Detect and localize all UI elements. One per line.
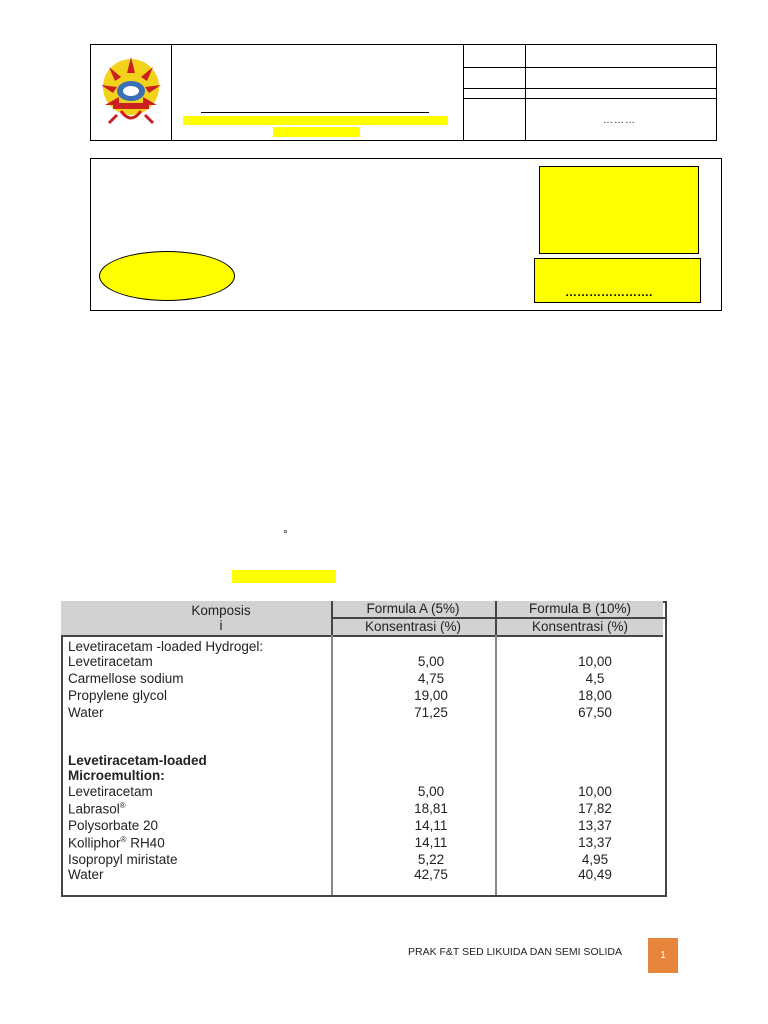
value-b: 13,37 <box>578 835 612 850</box>
header-composition: Komposis <box>191 603 251 618</box>
value-b: 4,95 <box>581 852 609 867</box>
row-label <box>68 801 126 817</box>
university-logo-icon <box>91 45 171 140</box>
value-b: 40,49 <box>578 867 612 882</box>
highlight-box-top <box>539 166 699 254</box>
group-title-cont: Microemultion: <box>68 768 165 783</box>
value-a: 14,11 <box>414 835 448 850</box>
highlight-strip <box>232 570 336 583</box>
header-concentration-a: Konsentrasi (%) <box>364 619 462 634</box>
value-b: 18,00 <box>578 688 612 703</box>
value-a: 42,75 <box>414 867 448 882</box>
row-label: Carmellose sodium <box>68 671 184 686</box>
page-number-badge: 1 <box>648 938 678 973</box>
registered-mark: ® <box>120 835 127 844</box>
row-label-text: Labrasol <box>68 801 120 817</box>
value-b: 10,00 <box>578 784 612 799</box>
row-label <box>68 835 165 851</box>
value-a: 18,81 <box>414 801 448 816</box>
row-label-text: Kolliphor <box>68 835 121 851</box>
column-divider <box>331 635 333 895</box>
title-underline <box>201 112 429 113</box>
info-box <box>90 158 722 311</box>
column-divider <box>495 635 497 895</box>
header-formula-a: Formula A (5%) <box>366 601 460 616</box>
title-cell <box>171 45 464 140</box>
value-b: 67,50 <box>578 705 612 720</box>
row-label: Levetiracetam <box>68 654 153 669</box>
highlight-ellipse <box>99 251 235 301</box>
highlighted-title-line-1 <box>183 116 448 125</box>
value-b: 17,82 <box>578 801 612 816</box>
value-a: 14,11 <box>414 818 448 833</box>
row-label-suffix: RH40 <box>126 835 165 851</box>
header-row-divider <box>463 67 716 68</box>
group-title: Levetiracetam-loaded <box>68 753 207 768</box>
value-b: 13,37 <box>578 818 612 833</box>
value-a: 19,00 <box>414 688 448 703</box>
row-label: Isopropyl miristate <box>68 852 178 867</box>
row-label: Polysorbate 20 <box>68 818 159 833</box>
header-box <box>90 44 717 141</box>
group-title: Levetiracetam -loaded Hydrogel: <box>68 639 264 654</box>
label-column <box>463 45 526 140</box>
header-formula-b: Formula B (10%) <box>528 601 632 616</box>
composition-table <box>61 601 667 897</box>
highlight-box-bottom <box>534 258 701 303</box>
header-row-divider <box>463 88 716 89</box>
registered-mark: ® <box>119 801 126 810</box>
value-a: 5,00 <box>417 784 445 799</box>
footer-text: PRAK F&T SED LIKUIDA DAN SEMI SOLIDA <box>408 946 622 958</box>
logo-cell <box>91 45 172 140</box>
value-a: 5,22 <box>417 852 445 867</box>
row-label: Levetiracetam <box>68 784 153 799</box>
value-b: 4,5 <box>585 671 605 686</box>
header-concentration-b: Konsentrasi (%) <box>531 619 629 634</box>
value-b: 10,00 <box>578 654 612 669</box>
degree-mark: ° <box>283 527 288 541</box>
header-composition-cont: i <box>219 618 223 633</box>
row-label: Water <box>68 705 104 720</box>
value-a: 4,75 <box>417 671 445 686</box>
info-dots: …………………. <box>565 285 653 299</box>
value-a: 71,25 <box>414 705 448 720</box>
row-label: Water <box>68 867 104 882</box>
header-row-divider <box>463 98 716 99</box>
value-a: 5,00 <box>417 654 445 669</box>
row-label: Propylene glycol <box>68 688 168 703</box>
header-dots: ……… <box>603 115 636 126</box>
highlighted-title-line-2 <box>273 127 360 137</box>
